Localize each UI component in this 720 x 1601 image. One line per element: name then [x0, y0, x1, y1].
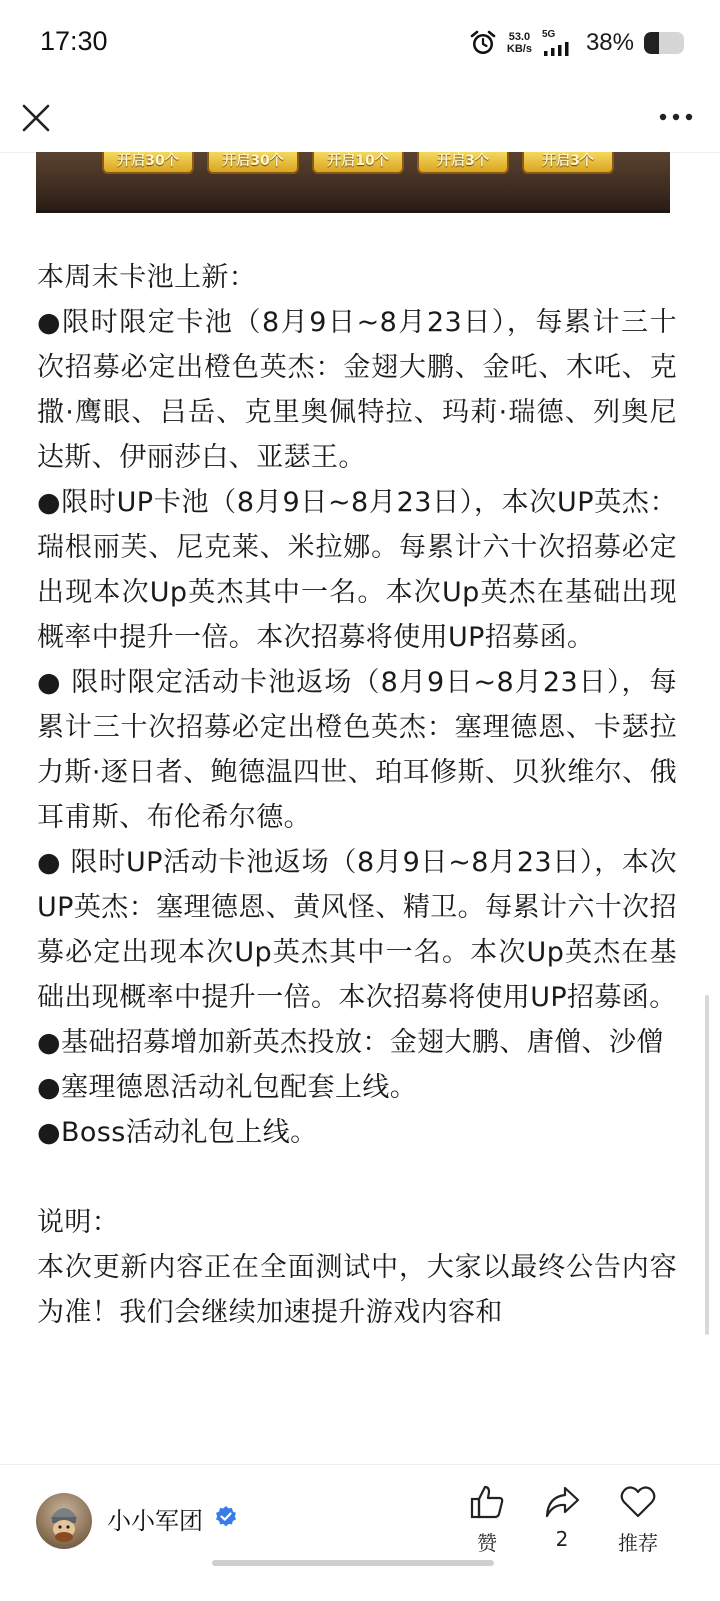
paragraph-gap	[37, 1155, 677, 1200]
status-icons	[469, 26, 684, 60]
list-item: ●塞理德恩活动礼包配套上线。	[37, 1072, 418, 1103]
note-text: 本次更新内容正在全面测试中，大家以最终公告内容为准！我们会继续加速提升游戏内容和	[37, 1252, 677, 1328]
close-icon[interactable]	[18, 100, 54, 136]
scrollbar[interactable]	[705, 995, 709, 1335]
thumbs-up-icon	[468, 1483, 506, 1521]
list-item: ●限时限定卡池（8月9日~8月23日），每累计三十次招募必定出橙色英杰：金翅大鹏、金吒、木吒、克撒·鹰眼、吕岳、克里奥佩特拉、玛莉·瑞德、列奥尼达斯、伊丽莎白、亚瑟王。	[37, 307, 677, 473]
signal-icon	[542, 40, 576, 56]
banner-chip: 开启10个	[312, 152, 404, 174]
battery-icon	[644, 32, 684, 54]
alarm-icon	[469, 29, 497, 57]
banner-chip: 开启30个	[207, 152, 299, 174]
banner-chip: 开启30个	[102, 152, 194, 174]
recommend-button[interactable]	[603, 1483, 673, 1556]
battery-level-fill	[644, 32, 659, 54]
home-indicator[interactable]	[212, 1560, 494, 1566]
network-speed	[507, 31, 532, 55]
share-button[interactable]	[527, 1483, 597, 1551]
top-nav	[0, 90, 720, 153]
author-avatar[interactable]	[36, 1493, 92, 1549]
net-speed-unit: KB/s	[506, 43, 532, 55]
section-title: 本周末卡池上新：	[37, 262, 257, 293]
net-speed-value: 53.0	[508, 31, 531, 43]
banner-chip: 开启3个	[522, 152, 614, 174]
network-type: 5G	[541, 29, 556, 40]
list-item: ●Boss活动礼包上线。	[37, 1117, 318, 1148]
banner-chip: 开启3个	[417, 152, 509, 174]
recommend-label: 推荐	[618, 1531, 658, 1555]
author-name[interactable]: 小小军团	[107, 1507, 203, 1535]
like-button[interactable]	[452, 1483, 522, 1556]
heart-icon	[619, 1483, 657, 1521]
article-banner-image	[36, 152, 670, 213]
battery-percent: 38%	[585, 29, 634, 56]
more-dots-icon[interactable]	[656, 102, 696, 132]
verified-badge-icon	[214, 1505, 238, 1529]
like-label: 赞	[477, 1531, 497, 1555]
share-arrow-icon	[543, 1483, 581, 1521]
list-item: ● 限时限定活动卡池返场（8月9日~8月23日），每累计三十次招募必定出橙色英杰：塞理德恩、卡瑟拉力斯·逐日者、鲍德温四世、珀耳修斯、贝狄维尔、俄耳甫斯、布伦希尔德。	[37, 667, 677, 833]
list-item: ●基础招募增加新英杰投放：金翅大鹏、唐僧、沙僧	[37, 1027, 664, 1058]
status-time: 17:30	[40, 26, 108, 56]
cell-signal	[542, 30, 576, 56]
knight-avatar-icon	[36, 1493, 92, 1549]
share-count: 2	[555, 1527, 569, 1551]
note-title: 说明：	[37, 1207, 120, 1238]
bottom-action-bar	[0, 1464, 720, 1601]
article-body	[37, 255, 677, 1335]
status-bar	[0, 0, 720, 90]
list-item: ●限时UP卡池（8月9日~8月23日），本次UP英杰：瑞根丽芙、尼克莱、米拉娜。每累计六十次招募必定出现本次Up英杰其中一名。本次Up英杰在基础出现概率中提升一倍。本次招募将使用UP招募函。	[37, 487, 677, 653]
list-item: ● 限时UP活动卡池返场（8月9日~8月23日），本次UP英杰：塞理德恩、黄风怪、精卫。每累计六十次招募必定出现本次Up英杰其中一名。本次Up英杰在基础出现概率中提升一倍。本次招募将使用UP招募函。	[37, 847, 677, 1013]
